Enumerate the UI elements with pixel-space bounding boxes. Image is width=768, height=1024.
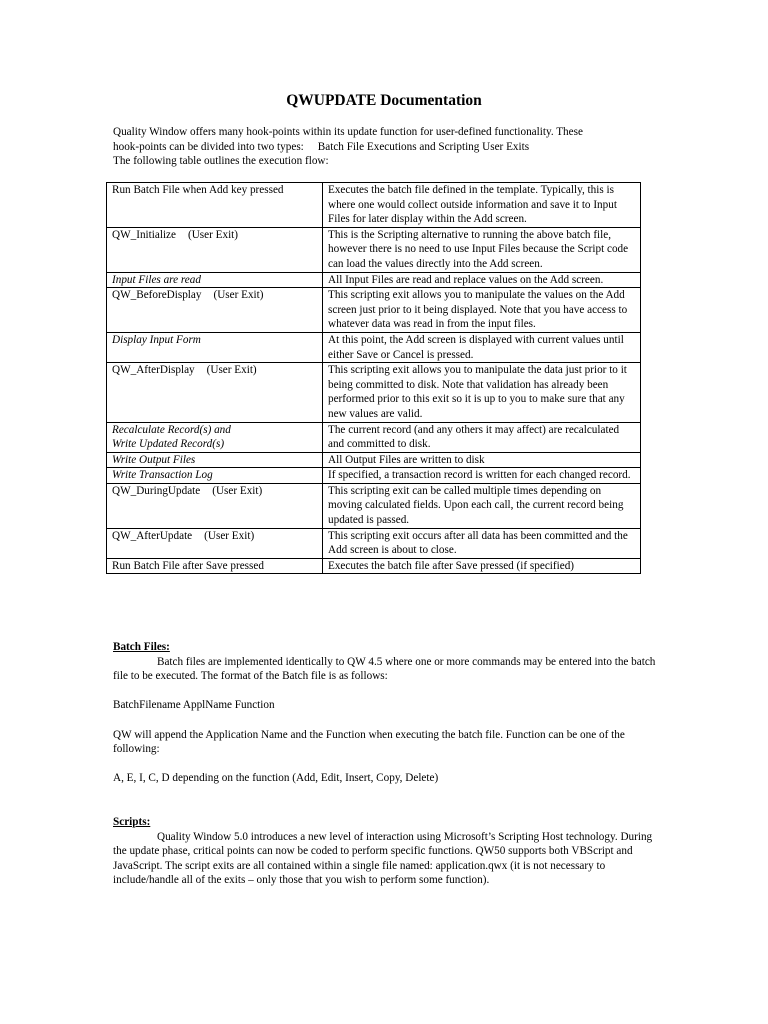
- batch-files-paragraph: Batch files are implemented identically to QW 4.5 where one or more commands may be entered into the batch file to be executed. The format of the Batch file is as follows:: [113, 655, 656, 683]
- flow-step-label: QW_AfterUpdate: [112, 529, 193, 542]
- flow-step-cell: [107, 272, 323, 288]
- flow-step-label: Write Output Files: [112, 453, 196, 466]
- intro-line-2-end: Batch File Executions and Scripting User Exits: [317, 140, 530, 153]
- flow-description-cell: This scripting exit can be called multiple times depending on moving calculated fields. Upon each call, the current record being updated is passed.: [323, 483, 641, 528]
- intro-line-1: Quality Window offers many hook-points within its update function for user-defined functionality. These: [113, 126, 583, 138]
- flow-step-label: QW_Initialize: [112, 228, 176, 241]
- flow-row: [107, 483, 641, 528]
- flow-step-label: Run Batch File after Save pressed: [112, 559, 264, 572]
- flow-description-cell: The current record (and any others it may affect) are recalculated and committed to disk.: [323, 422, 641, 452]
- flow-description-cell: All Input Files are read and replace values on the Add screen.: [323, 272, 641, 288]
- user-exit-note: (User Exit): [204, 529, 255, 542]
- user-exit-note: (User Exit): [212, 484, 263, 497]
- flow-row: [107, 288, 641, 333]
- flow-description-cell: This is the Scripting alternative to running the above batch file, however there is no need to use Input Files because the Script code can load the values directly into the Add screen.: [323, 227, 641, 272]
- flow-row: [107, 452, 641, 468]
- user-exit-note: (User Exit): [213, 289, 264, 302]
- flow-step-cell: [107, 422, 323, 452]
- flow-step-cell: [107, 288, 323, 333]
- flow-description-cell: This scripting exit allows you to manipulate the values on the Add screen just prior to it being displayed. Note that you have access to whatever data was read in from the input files.: [323, 288, 641, 333]
- flow-step-cell: [107, 558, 323, 574]
- scripts-paragraph: Quality Window 5.0 introduces a new level of interaction using Microsoft’s Scripting Host technology. During the update phase, critical points can now be coded to perform specific functions. QW50 supports both VBScript and JavaScript. The script exits are all contained within a single file named: application.qwx (it is not necessary to include/handle all of the exits – only those that you wish to perform some function).: [113, 830, 653, 887]
- intro-line-2-start: hook-points can be divided into two types:: [113, 140, 304, 153]
- batch-files-section: [113, 640, 658, 786]
- user-exit-note: (User Exit): [206, 364, 257, 377]
- flow-step-label: QW_BeforeDisplay: [112, 289, 202, 302]
- flow-description-cell: All Output Files are written to disk: [323, 452, 641, 468]
- flow-step-label: Run Batch File when Add key pressed: [112, 184, 284, 196]
- flow-step-label: Input Files are read: [112, 273, 201, 286]
- page-title: QWUPDATE Documentation: [286, 92, 482, 109]
- batch-functions-list: A, E, I, C, D depending on the function (Add, Edit, Insert, Copy, Delete): [113, 772, 439, 785]
- flow-description-cell: If specified, a transaction record is written for each changed record.: [323, 468, 641, 484]
- flow-description-cell: Executes the batch file after Save pressed (if specified): [323, 558, 641, 574]
- intro-paragraph: [113, 125, 658, 169]
- intro-line-3: The following table outlines the execution flow:: [113, 155, 329, 168]
- flow-description-cell: Executes the batch file defined in the template. Typically, this is where one would collect outside information and save it to Input Files for later display within the Add screen.: [323, 183, 641, 228]
- flow-row: [107, 468, 641, 484]
- execution-flow-body: [107, 183, 641, 574]
- flow-step-label: Write Transaction Log: [112, 469, 213, 482]
- flow-step-label: Display Input Form: [112, 333, 201, 346]
- flow-step-cell: [107, 183, 323, 228]
- batch-files-append-paragraph: QW will append the Application Name and the Function when executing the batch file. Function can be one of the following:: [113, 728, 625, 756]
- flow-step-cell: [107, 227, 323, 272]
- flow-description-cell: At this point, the Add screen is displayed with current values until either Save or Cancel is pressed.: [323, 332, 641, 362]
- flow-step-label: Recalculate Record(s) and: [112, 423, 231, 436]
- flow-row: [107, 363, 641, 422]
- batch-files-heading: Batch Files:: [113, 641, 170, 653]
- user-exit-note: (User Exit): [188, 228, 239, 241]
- batch-file-format: BatchFilename ApplName Function: [113, 699, 275, 712]
- scripts-section: [113, 815, 658, 888]
- execution-flow-table: [106, 182, 641, 574]
- flow-step-cell: [107, 332, 323, 362]
- flow-row: [107, 528, 641, 558]
- flow-row: [107, 332, 641, 362]
- flow-step-label: QW_AfterDisplay: [112, 364, 195, 377]
- flow-step-cell: [107, 528, 323, 558]
- flow-step-cell: [107, 363, 323, 422]
- flow-step-label: QW_DuringUpdate: [112, 484, 201, 497]
- flow-row: [107, 183, 641, 228]
- flow-step-cell: [107, 468, 323, 484]
- intro-line-2: [113, 140, 658, 155]
- flow-row: [107, 227, 641, 272]
- flow-description-cell: This scripting exit allows you to manipulate the data just prior to it being committed to disk. Note that validation has already been performed prior to this exit so it is up to you to make sure that any new values are valid.: [323, 363, 641, 422]
- flow-description-cell: This scripting exit occurs after all data has been committed and the Add screen is about to close.: [323, 528, 641, 558]
- flow-row: [107, 422, 641, 452]
- flow-row: [107, 558, 641, 574]
- flow-step-cell: [107, 452, 323, 468]
- flow-step-label-line2: Write Updated Record(s): [112, 438, 225, 451]
- flow-row: [107, 272, 641, 288]
- scripts-heading: Scripts:: [113, 816, 151, 828]
- flow-step-cell: [107, 483, 323, 528]
